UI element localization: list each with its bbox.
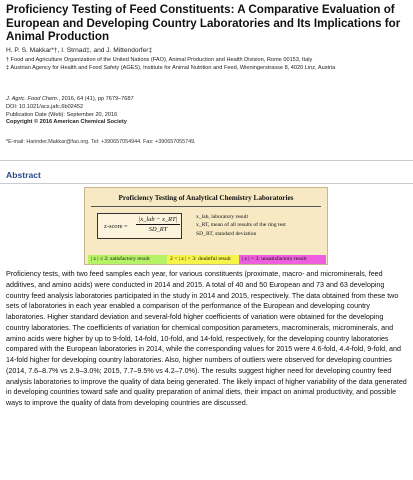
section-divider [0, 160, 413, 161]
toc-graphic [84, 187, 328, 265]
abstract-heading: Abstract [6, 170, 41, 180]
author-list[interactable]: H. P. S. Makkar*†, I. Strnad‡, and J. Mittendorfer‡ [6, 47, 153, 54]
doi[interactable]: DOI: 10.1021/acs.jafc.6b02452 [6, 103, 84, 110]
zscore-formula [97, 213, 182, 239]
affiliation-fao: † Food and Agriculture Organization of the United Nations (FAO), Animal Production and Health Division, Rome 00153, Italy [6, 57, 313, 63]
zscore-denominator: SD_RT [148, 226, 168, 233]
section-divider [0, 183, 413, 184]
zscore-fraction [136, 216, 180, 233]
zscore-numerator: |x_lab − x_RT| [136, 216, 180, 225]
toc-divider [91, 206, 321, 207]
toc-title: Proficiency Testing of Analytical Chemistry Laboratories [118, 194, 294, 202]
legend-doubtful: 2 < | z | < 3: doubtful result [167, 255, 239, 264]
journal-reference: 2016, 64 (41), pp 7679–7687 [61, 96, 134, 102]
definition-sdrt: SD_RT, standard deviation [196, 230, 257, 237]
copyright: Copyright © 2016 American Chemical Society [6, 119, 127, 126]
definition-xlab: x_lab, laboratory result [196, 214, 249, 220]
corresponding-email[interactable]: *E-mail: Harinder.Makkar@fao.org. Tel: +390657054944. Fax: +390657055749. [6, 139, 196, 145]
affiliation-ages: ‡ Austrian Agency for Health and Food Safety (AGES), Institute for Animal Nutrition and Feed, Wieningerstrasse 8, 4020 Linz, Austria [6, 64, 336, 71]
publication-info [6, 96, 134, 127]
journal-citation[interactable]: J. Agric. Food Chem., 2016, 64 (41), pp 7679–7687 [6, 96, 134, 102]
definition-xrt: x_RT, mean of all results of the ring test [196, 222, 286, 229]
journal-name: J. Agric. Food Chem. [6, 96, 59, 102]
affiliations [6, 57, 408, 72]
zscore-definitions [196, 213, 286, 238]
article-title: Proficiency Testing of Feed Constituents: A Comparative Evaluation of European and Developing Country Laboratories and Its Implications for Animal Production [6, 3, 401, 44]
zscore-label: z-score = [104, 223, 128, 230]
publication-date: Publication Date (Web): September 20, 2016 [6, 111, 118, 118]
legend-satisfactory: | z | ≤ 2: satisfactory result [88, 255, 167, 264]
legend-unsatisfactory: | z | > 3: unsatisfactory result [239, 255, 326, 264]
abstract-text: Proficiency tests, with two feed samples each year, for various constituents (proximate, macro- and microminerals, feed additives, and amino acids) were conducted in 2014 and 2015. A total of 40 and 50 European and 73 and 63 developing country feed analysis laboratories participated in the study in 2014 and 2015, respectively. The data obtained from these two sets of laboratories in each year enabled a comparison of the performance of the European and developing country laboratories. Higher standard deviation and several-fold higher coefficients of variation were obtained for the developing country laboratories. The coefficients of variation for chemical composition parameters, macrominerals, microminerals, and amino acids were higher by up to 9-fold, 14-fold, 10-fold, and 14-fold, respectively, for the developing country laboratories compared with the European laboratories in 2014, while the corresponding values for 2015 were 4.6-fold, 4.4-fold, 9-fold, and 14-fold higher for developing country laboratories. Also, higher numbers of outliers were observed for developing countries (2014, 7.6–8.7% vs 2.9–3.0%; 2015, 7.7–9.5% vs 4.2–7.0%). The results suggest higher need for developing country feed analysis laboratories to improve the quality of data being generated. The likely impact of higher variability of the data generated in developing countries toward safe and quality preparation of animal diets, their impact on animal productivity, and possible ways to improve the quality of data from developing countries are discussed. [6, 270, 407, 407]
